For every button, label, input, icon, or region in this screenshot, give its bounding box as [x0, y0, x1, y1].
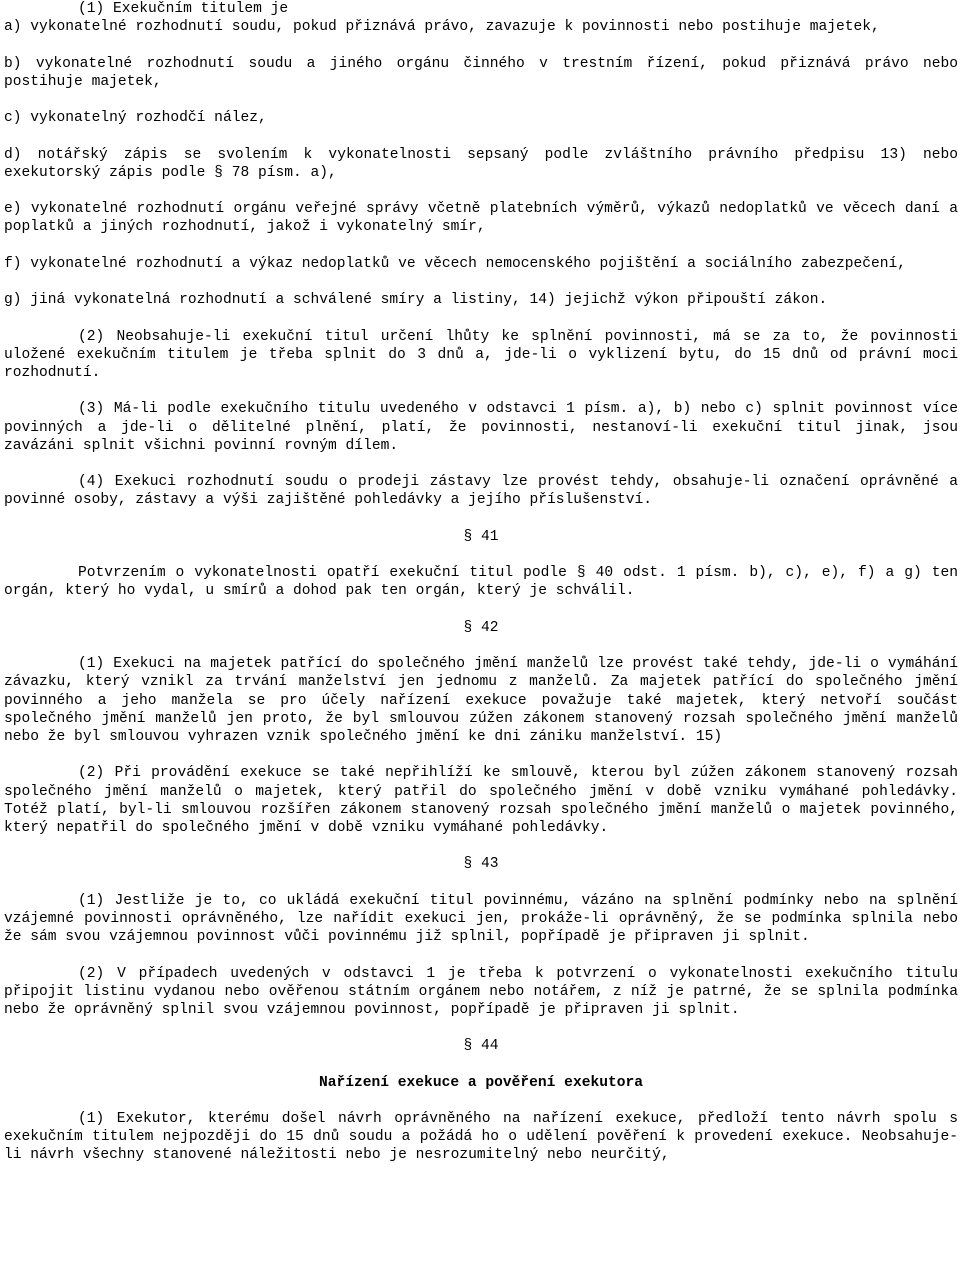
- item-e: e) vykonatelné rozhodnutí orgánu veřejné správy včetně platebních výměrů, výkazů nedoplatků ve věcech daní a poplatků a jiných rozhodnutí, jakož i vykonatelný smír,: [4, 201, 958, 236]
- paragraph-2: (2) Neobsahuje-li exekuční titul určení lhůty ke splnění povinnosti, má se za to, že povinnosti uložené exekučním titulem je třeba splnit do 3 dnů a, jde-li o vyklizení bytu, do 15 dnů od právní moci rozhodnutí.: [4, 328, 958, 381]
- section-44-paragraph-1: (1) Exekutor, kterému došel návrh oprávněného na nařízení exekuce, předloží tento návrh spolu s exekučním titulem nejpozději do 15 dnů soudu a požádá ho o udělení pověření k provedení exekuce. Neobsahuje-li návrh všechny stanovené náležitosti nebo je nesrozumitelný nebo neurčitý,: [4, 1111, 958, 1164]
- section-44-heading: Nařízení exekuce a pověření exekutora: [318, 1074, 644, 1091]
- section-42-number: § 42: [463, 619, 499, 636]
- section-41-text: Potvrzením o vykonatelnosti opatří exekuční titul podle § 40 odst. 1 písm. b), c), e), f) a g) ten orgán, který ho vydal, u smírů a dohod pak ten orgán, který je schválil.: [4, 565, 958, 600]
- item-d: d) notářský zápis se svolením k vykonatelnosti sepsaný podle zvláštního právního předpisu 13) nebo exekutorský zápis podle § 78 písm. a),: [4, 146, 958, 181]
- paragraph-1-intro: (1) Exekučním titulem je: [78, 1, 289, 17]
- item-a: a) vykonatelné rozhodnutí soudu, pokud přiznává právo, zavazuje k povinnosti nebo postihuje majetek,: [4, 19, 880, 36]
- item-g: g) jiná vykonatelná rozhodnutí a schválené smíry a listiny, 14) jejichž výkon připouští zákon.: [4, 292, 828, 309]
- section-44-number: § 44: [463, 1038, 499, 1055]
- section-43-paragraph-2: (2) V případech uvedených v odstavci 1 je třeba k potvrzení o vykonatelnosti exekučního titulu připojit listinu vydanou nebo ověřenou státním orgánem nebo notářem, z níž je patrné, že se splnila podmínka nebo že oprávněný splnil svou vzájemnou povinnost, popřípadě je připraven ji splnit.: [4, 965, 958, 1018]
- section-43-paragraph-1: (1) Jestliže je to, co ukládá exekuční titul povinnému, vázáno na splnění podmínky nebo na splnění vzájemné povinnosti oprávněného, lze nařídit exekuci jen, prokáže-li oprávněný, že se podmínka splnila nebo že sám svou vzájemnou povinnost vůči povinnému již splnil, popřípadě je připraven ji splnit.: [4, 892, 958, 946]
- paragraph-4: (4) Exekuci rozhodnutí soudu o prodeji zástavy lze provést tehdy, obsahuje-li označení oprávněné a povinné osoby, zástavy a výši zajištěné pohledávky a jejího příslušenství.: [4, 474, 958, 509]
- section-41-number: § 41: [463, 528, 499, 545]
- item-f: f) vykonatelné rozhodnutí a výkaz nedoplatků ve věcech nemocenského pojištění a sociálního zabezpečení,: [4, 255, 907, 272]
- section-43-number: § 43: [463, 856, 499, 873]
- section-42-paragraph-2: (2) Při provádění exekuce se také nepřihlíží ke smlouvě, kterou byl zúžen zákonem stanovený rozsah společného jmění manželů o majetek, který patřil do společného jmění v době vzniku vymáhané pohledávky. Totéž platí, byl-li smlouvou rozšířen zákonem stanovený rozsah společného jmění manželů o majetek povinného, který nepatřil do společného jmění v době vzniku vymáhané pohledávky.: [4, 765, 958, 836]
- item-b: b) vykonatelné rozhodnutí soudu a jiného orgánu činného v trestním řízení, pokud přiznává právo nebo postihuje majetek,: [4, 55, 958, 90]
- section-42-paragraph-1: (1) Exekuci na majetek patřící do společného jmění manželů lze provést také tehdy, jde-li o vymáhání závazku, který vznikl za trvání manželství jen jednomu z manželů. Za majetek patřící do společného jmění povinného a jeho manžela se pro účely nařízení exekuce považuje také majetek, který netvoří součást společného jmění manželů jen proto, že byl smlouvou zúžen zákonem stanovený rozsah společného jmění manželů nebo že byl smlouvou vyhrazen vznik společného jmění ke dni zániku manželství. 15): [4, 656, 958, 745]
- item-c: c) vykonatelný rozhodčí nález,: [4, 110, 267, 127]
- legal-document: [4, 0, 958, 1165]
- paragraph-3: (3) Má-li podle exekučního titulu uvedeného v odstavci 1 písm. a), b) nebo c) splnit povinnost více povinných a jde-li o dělitelné plnění, platí, že povinnosti, nestanoví-li exekuční titul jinak, jsou zavázáni splnit všichni povinní rovným dílem.: [4, 401, 958, 454]
